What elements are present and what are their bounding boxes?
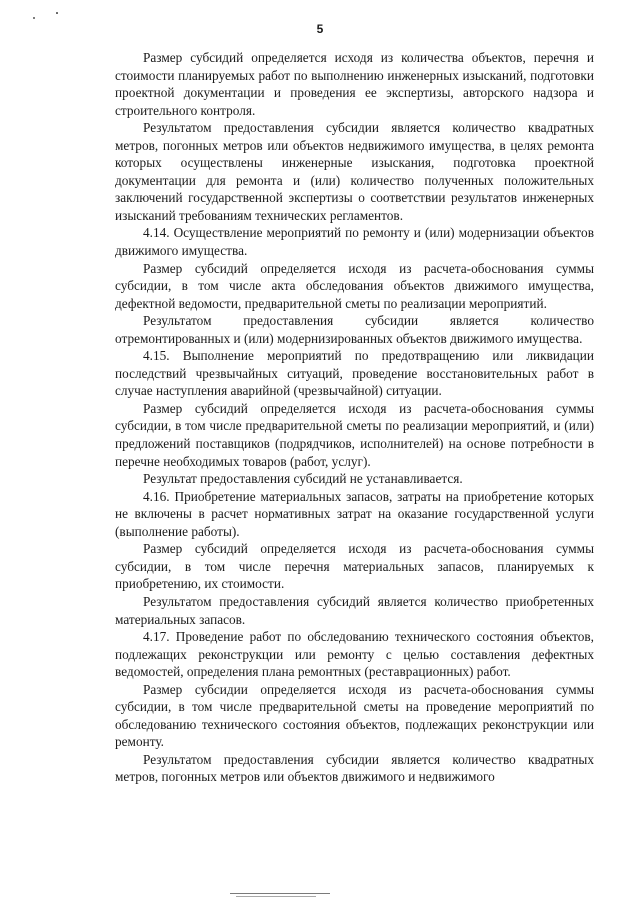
section-heading-4-17: 4.17. Проведение работ по обследованию технического состояния объектов, подлежащих реконструкции или ремонту с целью составления дефектных ведомостей, определения плана ремонтных (реставрационных) работ.: [115, 629, 594, 680]
paragraph: Результатом предоставления субсидии является количество квадратных метров, погонных метров или объектов движимого и недвижимого: [115, 751, 594, 785]
paragraph: Результат предоставления субсидий не устанавливается.: [143, 471, 463, 487]
paragraph: Размер субсидии определяется исходя из расчета-обоснования суммы субсидии, в том числе предварительной сметы на проведение мероприятий по обследованию технического состояния объектов, подлежащих реконструкции или ремонту.: [115, 681, 594, 750]
scan-speck: [56, 12, 58, 14]
paragraph: Размер субсидий определяется исходя из количества объектов, перечня и стоимости планируемых работ по выполнению инженерных изысканий, подготовки проектной документации и проведения ее экспертизы, авторского надзора и строительного контроля.: [115, 50, 594, 118]
section-heading-4-15: 4.15. Выполнение мероприятий по предотвращению или ликвидации последствий чрезвычайных ситуаций, проведение восстановительных работ в случае наступления аварийной (чрезвычайной) ситуации.: [115, 348, 594, 399]
paragraph: Результатом предоставления субсидии является количество отремонтированных и (или) модернизированных объектов движимого имущества.: [115, 313, 594, 346]
paragraph: Результатом предоставления субсидии является количество квадратных метров, погонных метров или объектов недвижимого имущества, в целях ремонта которых осуществлены инженерные изыскания, подготовка проектной документации для ремонта и (или) количество полученных положительных заключений государственной экспертизы о соответствии результатов инженерных изысканий требованиям технических регламентов.: [115, 120, 594, 223]
paragraph: Результатом предоставления субсидий является количество приобретенных материальных запасов.: [115, 593, 594, 627]
section-heading-4-16: 4.16. Приобретение материальных запасов, затраты на приобретение которых не включены в расчет нормативных затрат на оказание государственной услуги (выполнение работы).: [115, 488, 594, 539]
footer-rule: [236, 896, 316, 897]
paragraph: Размер субсидий определяется исходя из расчета-обоснования суммы субсидии, в том числе предварительной сметы по реализации мероприятий, и (или) предложений поставщиков (подрядчиков, исполнителей) на основе потребности в перечне необходимых товаров (работ, услуг).: [115, 400, 594, 469]
document-body: [115, 49, 594, 786]
footer-rule: [230, 893, 330, 894]
paragraph: Размер субсидий определяется исходя из расчета-обоснования суммы субсидии, в том числе акта обследования объектов движимого имущества, дефектной ведомости, предварительной сметы по реализации мероприятий.: [115, 260, 594, 311]
section-heading-4-14: 4.14. Осуществление мероприятий по ремонту и (или) модернизации объектов движимого имущества.: [115, 225, 594, 259]
page-number: 5: [316, 22, 324, 36]
paragraph: Размер субсидий определяется исходя из расчета-обоснования суммы субсидии, в том числе перечня материальных запасов, планируемых к приобретению, их стоимости.: [115, 541, 594, 592]
scan-speck: [33, 17, 35, 19]
